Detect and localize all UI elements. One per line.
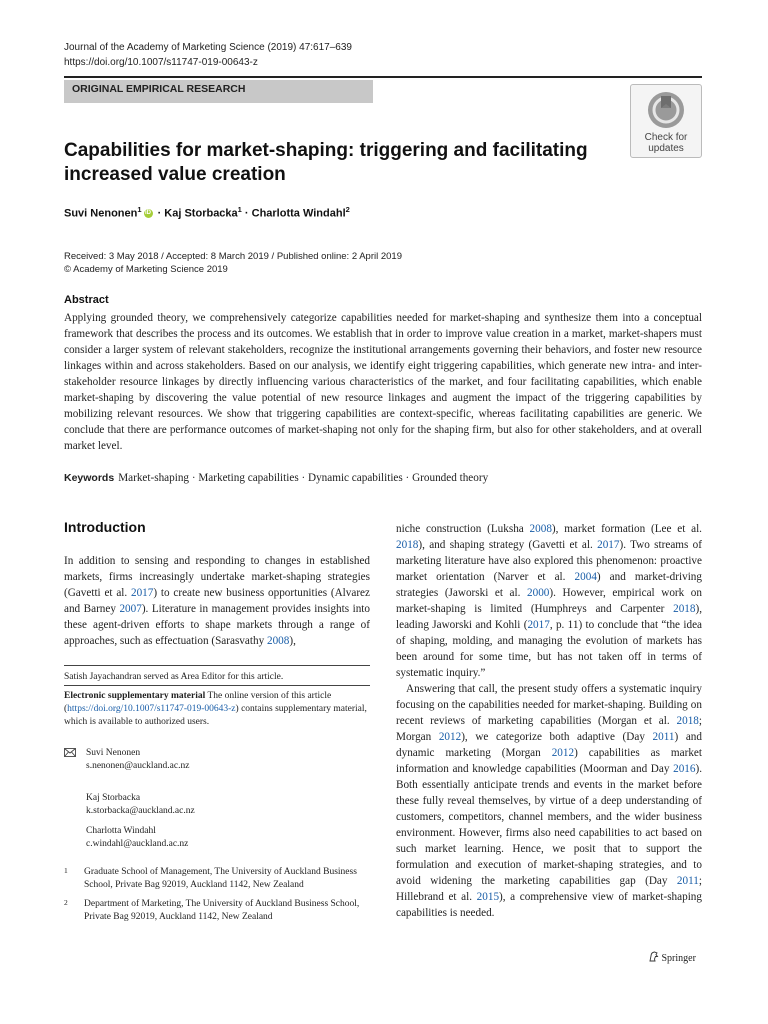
contact-name: Suvi Nenonen bbox=[86, 748, 141, 758]
introduction-heading: Introduction bbox=[64, 519, 146, 535]
citation-link[interactable]: 2016 bbox=[673, 763, 696, 775]
citation-link[interactable]: 2000 bbox=[527, 587, 550, 599]
article-category: ORIGINAL EMPIRICAL RESEARCH bbox=[64, 80, 373, 103]
citation-link[interactable]: 2017 bbox=[597, 539, 620, 551]
body-text: ), bbox=[289, 635, 296, 647]
abstract-heading: Abstract bbox=[64, 294, 109, 306]
contact-name: Charlotta Windahl bbox=[86, 826, 156, 836]
body-text: ). However, empirical work on market-shaping is limited (Humphreys and Carpenter bbox=[396, 587, 702, 615]
copyright-notice: © Academy of Marketing Science 2019 bbox=[64, 264, 228, 275]
author-affiliation-number: 1 bbox=[137, 205, 142, 214]
abstract-text: Applying grounded theory, we comprehensively categorize capabilities needed for market-shaping and synthesize them into a conceptual framework that describes the process and its outcomes. We establish that in order to improve value creation in a market, market-shapers must consider a larger system of relevant stakeholders, recognize the institutional arrangements governing their behaviors, and foster new resource linkages within and across stakeholders. Based on our analysis, we identify eight triggering capabilities, which generate new intra- and inter-stakeholder resource linkages by directly influencing various characteristics of the market, and four facilitating capabilities, which enable market-shaping by discovering the value potential of new resource linkages and augment the impact of the triggering capabilities by mobilizing relevant resources. We show that triggering capabilities are context-specific, whereas facilitating capabilities are generic. We conclude that there are performance outcomes of market-shaping not only for the shaping firm, but also for other stakeholders, and at overall market level. bbox=[64, 312, 702, 452]
body-text: ). Both essentially anticipate trends and events in the market before these fully reveal themselves, by virtue of a deep understanding of customers, competitors, channel members, and the wider business environment. However, firms also need capabilities to act based on such market learning. Hence, we posit that to support the formulation and execution of market-shaping strategies, and to avoid widening the marketing capabilities gap (Day bbox=[396, 763, 702, 887]
citation-link[interactable]: 2011 bbox=[652, 731, 675, 743]
body-text: ) and market-driving strategies (Jaworski et al. bbox=[396, 571, 702, 599]
body-text: ), and shaping strategy (Gavetti et al. bbox=[418, 539, 598, 551]
citation-link[interactable]: 2004 bbox=[574, 571, 597, 583]
affiliation-text: Department of Marketing, The University of Auckland Business School, Private Bag 92019, Auckland 1142, New Zealand bbox=[84, 899, 360, 922]
keywords bbox=[64, 472, 488, 484]
publisher-logo bbox=[648, 951, 696, 964]
body-text: ) and dynamic marketing (Morgan bbox=[396, 731, 702, 759]
introduction-right-column bbox=[396, 521, 702, 921]
body-text: , p. 11) to conclude that “the idea of shaping, molding, and managing the evolution of markets has been around for some time, but has not taken off in terms of systematic inquiry.” bbox=[396, 619, 702, 679]
body-text: ; Hillebrand et al. bbox=[396, 875, 702, 903]
citation-link[interactable]: 2012 bbox=[438, 731, 462, 743]
contact-email[interactable]: k.storbacka@auckland.ac.nz bbox=[86, 806, 195, 816]
author-separator: · bbox=[241, 207, 252, 220]
author-name[interactable]: Kaj Storbacka bbox=[164, 207, 238, 220]
author-name[interactable]: Charlotta Windahl bbox=[251, 207, 346, 220]
citation-link[interactable]: 2018 bbox=[396, 539, 419, 551]
journal-citation bbox=[64, 40, 352, 70]
footnote-divider bbox=[64, 665, 370, 666]
citation-link[interactable]: 2015 bbox=[476, 891, 500, 903]
citation-link[interactable]: 2018 bbox=[673, 603, 696, 615]
body-text: ). Two streams of marketing literature have also explored this phenomenon: proactive market orientation (Narver et al. bbox=[396, 539, 702, 583]
contact-email[interactable]: c.windahl@auckland.ac.nz bbox=[86, 839, 189, 849]
check-updates-icon bbox=[646, 90, 686, 130]
check-for-updates-badge[interactable] bbox=[630, 84, 702, 158]
springer-horse-icon bbox=[648, 951, 659, 962]
doi-line[interactable]: https://doi.org/10.1007/s11747-019-00643-z bbox=[64, 57, 258, 68]
author-separator: · bbox=[154, 207, 165, 220]
publication-dates: Received: 3 May 2018 / Accepted: 8 March 2019 / Published online: 2 April 2019 bbox=[64, 251, 402, 262]
body-text: The online version of this article ( bbox=[64, 691, 332, 714]
affiliation-number: 2 bbox=[64, 898, 68, 907]
keywords-list: Market-shaping · Marketing capabilities · Dynamic capabilities · Grounded theory bbox=[118, 472, 489, 484]
body-text: Answering that call, the present study offers a systematic inquiry focusing on the capabilities needed for market-shaping. Building on recent reviews of marketing capabilities (Morgan et al. bbox=[396, 683, 702, 727]
body-text: ), leading Jaworski and Kohli ( bbox=[396, 603, 702, 631]
check-updates-line2: updates bbox=[648, 143, 684, 154]
header-rule bbox=[64, 76, 702, 78]
contact-block bbox=[86, 747, 189, 773]
area-editor-note: Satish Jayachandran served as Area Editor for this article. bbox=[64, 672, 284, 682]
introduction-left-column bbox=[64, 553, 370, 649]
supplementary-material-note bbox=[64, 690, 370, 729]
body-text: ; Morgan bbox=[396, 715, 702, 743]
author-affiliation-number: 2 bbox=[345, 205, 350, 214]
contact-block bbox=[86, 825, 188, 851]
citation-link[interactable]: 2017 bbox=[527, 619, 550, 631]
citation-link[interactable]: 2008 bbox=[529, 523, 552, 535]
body-text: ) to create new business opportunities (Alvarez and Barney bbox=[64, 587, 370, 615]
affiliation-text: Graduate School of Management, The University of Auckland Business School, Private Bag 92019, Auckland 1142, New Zealand bbox=[84, 867, 357, 890]
contact-name: Kaj Storbacka bbox=[86, 793, 141, 803]
esm-link[interactable]: https://doi.org/10.1007/s11747-019-00643-z bbox=[67, 704, 236, 714]
article-title: Capabilities for market-shaping: triggering and facilitating increased value creation bbox=[64, 140, 588, 185]
author-affiliation-number: 1 bbox=[237, 205, 242, 214]
body-text: ) contains supplementary material, which is available to authorized users. bbox=[64, 704, 367, 727]
body-text: In addition to sensing and responding to changes in established markets, firms increasingly undertake market-shaping strategies (Gavetti et al. bbox=[64, 555, 370, 599]
author-name[interactable]: Suvi Nenonen bbox=[64, 207, 138, 220]
keywords-label: Keywords bbox=[64, 472, 115, 484]
contact-block bbox=[86, 792, 195, 818]
footnote-divider bbox=[64, 685, 370, 686]
affiliation-number: 1 bbox=[64, 866, 68, 875]
citation-link[interactable]: 2011 bbox=[676, 875, 699, 887]
orcid-icon[interactable]: iD bbox=[145, 210, 152, 217]
body-text: ), we categorize both adaptive (Day bbox=[461, 731, 653, 743]
journal-line: Journal of the Academy of Marketing Science (2019) 47:617–639 bbox=[64, 42, 352, 53]
check-updates-line1: Check for bbox=[644, 132, 688, 143]
author-list bbox=[64, 205, 350, 220]
citation-link[interactable]: 2018 bbox=[676, 715, 699, 727]
envelope-icon bbox=[64, 748, 76, 757]
publisher-name: Springer bbox=[661, 953, 696, 964]
article-history bbox=[64, 250, 402, 276]
esm-label: Electronic supplementary material bbox=[64, 691, 206, 701]
body-text: ), a comprehensive view of market-shaping capabilities is needed. bbox=[396, 891, 702, 919]
paragraph bbox=[396, 681, 702, 921]
citation-link[interactable]: 2007 bbox=[119, 603, 142, 615]
citation-link[interactable]: 2017 bbox=[130, 587, 154, 599]
paragraph bbox=[396, 521, 702, 681]
body-text: ), market formation (Lee et al. bbox=[551, 523, 702, 535]
contact-email[interactable]: s.nenonen@auckland.ac.nz bbox=[86, 761, 190, 771]
body-text: niche construction (Luksha bbox=[396, 523, 530, 535]
citation-link[interactable]: 2008 bbox=[266, 635, 290, 647]
citation-link[interactable]: 2012 bbox=[551, 747, 575, 759]
body-text: ). Literature in management provides insights into these agent-driven efforts to shape markets through a range of approaches, such as effectuation (Sarasvathy bbox=[64, 603, 370, 647]
body-text: ) capabilities as market information and knowledge capabilities (Moorman and Day bbox=[396, 747, 702, 775]
